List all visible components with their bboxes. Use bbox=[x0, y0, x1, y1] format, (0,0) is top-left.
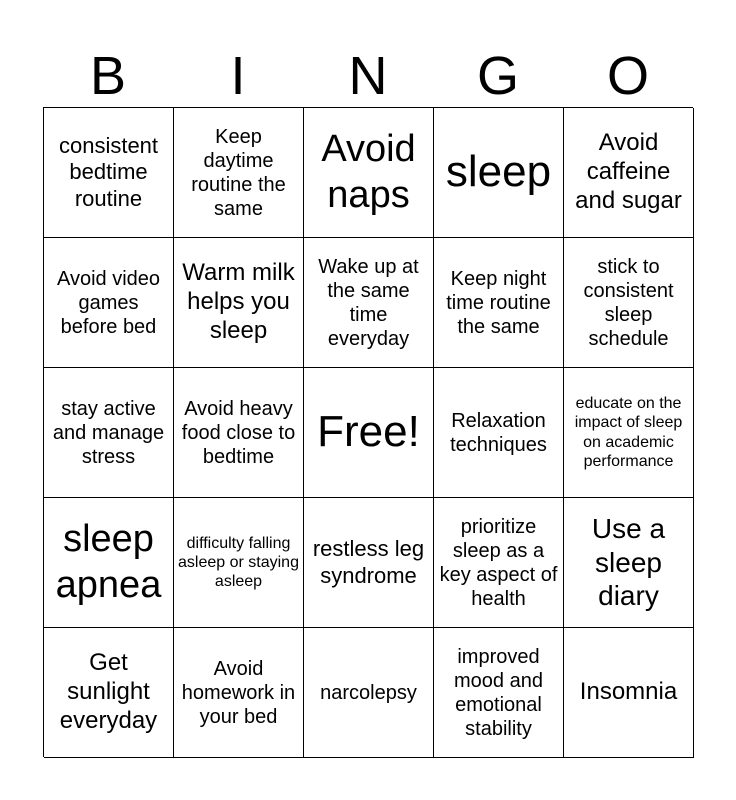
bingo-cell[interactable] bbox=[564, 238, 694, 368]
bingo-cell[interactable] bbox=[304, 498, 434, 628]
bingo-cell[interactable] bbox=[174, 498, 304, 628]
cell-text: restless leg syndrome bbox=[312, 536, 425, 588]
bingo-cell[interactable] bbox=[174, 238, 304, 368]
bingo-cell[interactable] bbox=[564, 368, 694, 498]
bingo-cell[interactable] bbox=[174, 368, 304, 498]
header-letter-g: G bbox=[476, 46, 519, 106]
bingo-cell[interactable] bbox=[44, 498, 174, 628]
bingo-cell[interactable] bbox=[564, 628, 694, 758]
bingo-cell[interactable] bbox=[434, 108, 564, 238]
bingo-cell[interactable] bbox=[564, 498, 694, 628]
cell-text: consistent bedtime routine bbox=[58, 132, 159, 211]
cell-text: Keep night time routine the same bbox=[446, 267, 551, 338]
cell-text: Warm milk helps you sleep bbox=[182, 259, 295, 344]
bingo-cell[interactable] bbox=[304, 108, 434, 238]
bingo-cell[interactable] bbox=[434, 238, 564, 368]
bingo-header bbox=[43, 44, 693, 108]
bingo-cell[interactable] bbox=[174, 628, 304, 758]
bingo-cell[interactable] bbox=[564, 108, 694, 238]
cell-text: Insomnia bbox=[579, 678, 678, 706]
cell-text: narcolepsy bbox=[320, 681, 417, 704]
bingo-cell[interactable] bbox=[304, 238, 434, 368]
cell-text: Avoid caffeine and sugar bbox=[575, 129, 682, 214]
header-letter-i: I bbox=[230, 46, 246, 106]
bingo-board bbox=[43, 107, 693, 757]
free-space-cell[interactable] bbox=[304, 368, 434, 498]
cell-text: sleep bbox=[445, 147, 552, 197]
cell-text: Keep daytime routine the same bbox=[191, 125, 286, 220]
header-letter-o: O bbox=[606, 46, 649, 106]
bingo-cell[interactable] bbox=[174, 108, 304, 238]
cell-text: Relaxation techniques bbox=[450, 409, 547, 456]
bingo-cell[interactable] bbox=[44, 108, 174, 238]
bingo-cell[interactable] bbox=[44, 238, 174, 368]
header-letter-b: B bbox=[89, 46, 127, 106]
bingo-cell[interactable] bbox=[44, 628, 174, 758]
cell-text: Get sunlight everyday bbox=[59, 649, 158, 734]
cell-text: Avoid homework in your bed bbox=[181, 657, 296, 728]
bingo-cell[interactable] bbox=[434, 498, 564, 628]
bingo-cell[interactable] bbox=[434, 628, 564, 758]
free-space-text: Free! bbox=[317, 407, 420, 457]
bingo-cell[interactable] bbox=[304, 628, 434, 758]
cell-text: difficulty falling asleep or staying asleep bbox=[178, 534, 299, 591]
cell-text: sleep apnea bbox=[55, 517, 162, 606]
cell-text: stick to consistent sleep schedule bbox=[583, 255, 674, 350]
cell-text: Avoid heavy food close to bedtime bbox=[181, 397, 296, 468]
cell-text: Wake up at the same time everyday bbox=[318, 255, 419, 350]
cell-text: stay active and manage stress bbox=[52, 397, 165, 468]
header-letter-n: N bbox=[348, 46, 388, 106]
bingo-cell[interactable] bbox=[434, 368, 564, 498]
cell-text: Use a sleep diary bbox=[591, 513, 666, 612]
cell-text: Avoid video games before bed bbox=[56, 267, 161, 338]
cell-text: prioritize sleep as a key aspect of health bbox=[439, 515, 558, 610]
bingo-cell[interactable] bbox=[44, 368, 174, 498]
cell-text: educate on the impact of sleep on academic performance bbox=[574, 395, 683, 470]
cell-text: Avoid naps bbox=[321, 127, 416, 216]
cell-text: improved mood and emotional stability bbox=[454, 645, 543, 740]
